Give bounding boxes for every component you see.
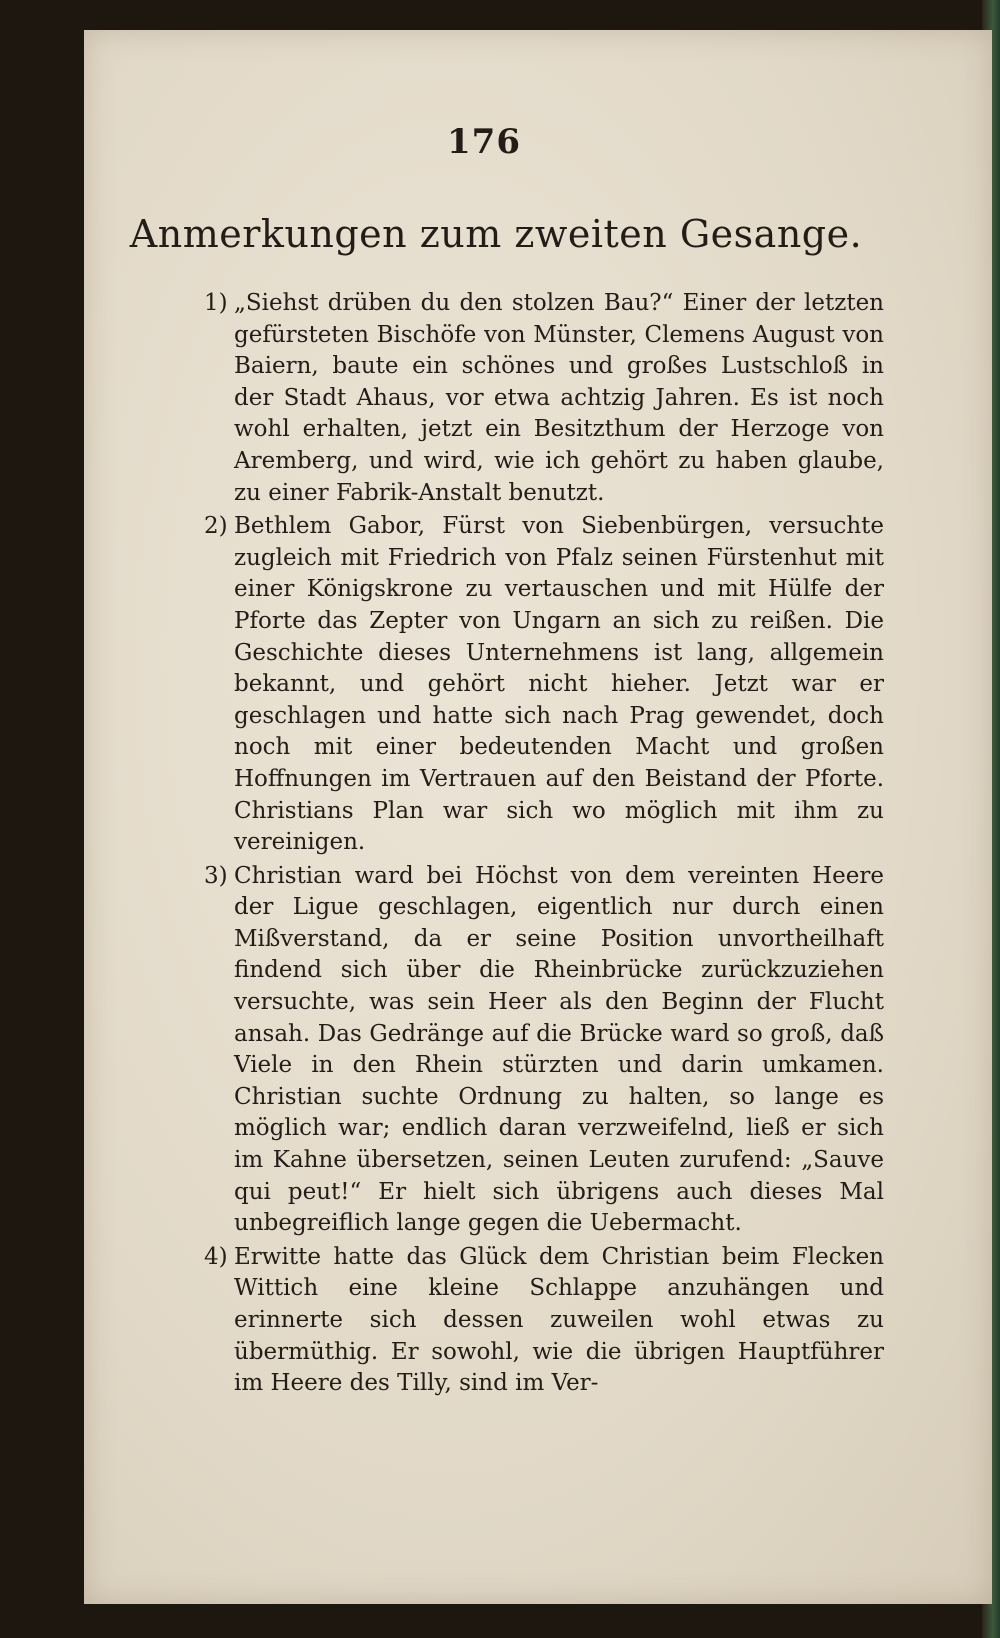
note-text: Erwitte hatte das Glück dem Christian beim Flecken Wittich eine kleine Schlappe anzuhängen und erinnerte sich dessen zuweilen wohl etwas zu übermüthig. Er sowohl, wie die übrigen Hauptführer im Heere des Tilly, sind im Ver-	[234, 1243, 884, 1397]
note-text: Bethlem Gabor, Fürst von Siebenbürgen, versuchte zugleich mit Friedrich von Pfalz seinen Fürstenhut mit einer Königskrone zu vertauschen und mit Hülfe der Pforte das Zepter von Ungarn an sich zu reißen. Die Geschichte dieses Unternehmens ist lang, allgemein bekannt, und gehört nicht hieher. Jetzt war er geschlagen und hatte sich nach Prag gewendet, doch noch mit einer bedeutenden Macht und großen Hoffnungen im Vertrauen auf den Beistand der Pforte. Christians Plan war sich wo möglich mit ihm zu vereinigen.	[234, 513, 884, 856]
book-page	[84, 30, 992, 1604]
note-number: 4)	[204, 1243, 228, 1270]
note-text: Christian ward bei Höchst von dem vereinten Heere der Ligue geschlagen, eigentlich nur durch einen Mißverstand, da er seine Position unvortheilhaft findend sich über die Rheinbrücke zurückzuziehen versuchte, was sein Heer als den Beginn der Flucht ansah. Das Gedränge auf die Brücke ward so groß, daß Viele in den Rhein stürzten und darin umkamen. Christian suchte Ordnung zu halten, so lange es möglich war; endlich daran verzweifelnd, ließ er sich im Kahne übersetzen, seinen Leuten zurufend: „Sauve qui peut!“ Er hielt sich übrigens auch dieses Mal unbegreiflich lange gegen die Uebermacht.	[234, 862, 884, 1237]
note-3	[204, 861, 884, 1240]
page-number: 176	[447, 122, 521, 162]
note-4	[204, 1242, 884, 1400]
footnotes-list	[204, 288, 884, 1402]
note-number: 1)	[204, 290, 228, 316]
note-text: „Siehst drüben du den stolzen Bau?“ Einer der letzten gefürsteten Bischöfe von Münster, Clemens August von Baiern, baute ein schönes und großes Lustschloß in der Stadt Ahaus, vor etwa achtzig Jahren. Es ist noch wohl erhalten, jetzt ein Besitzthum der Herzoge von Aremberg, und wird, wie ich gehört zu haben glaube, zu einer Fabrik-Anstalt benutzt.	[234, 290, 884, 506]
note-number: 3)	[204, 862, 228, 889]
section-heading: Anmerkungen zum zweiten Gesange.	[129, 212, 863, 256]
note-1	[204, 288, 884, 509]
note-number: 2)	[204, 513, 228, 540]
note-2	[204, 511, 884, 859]
